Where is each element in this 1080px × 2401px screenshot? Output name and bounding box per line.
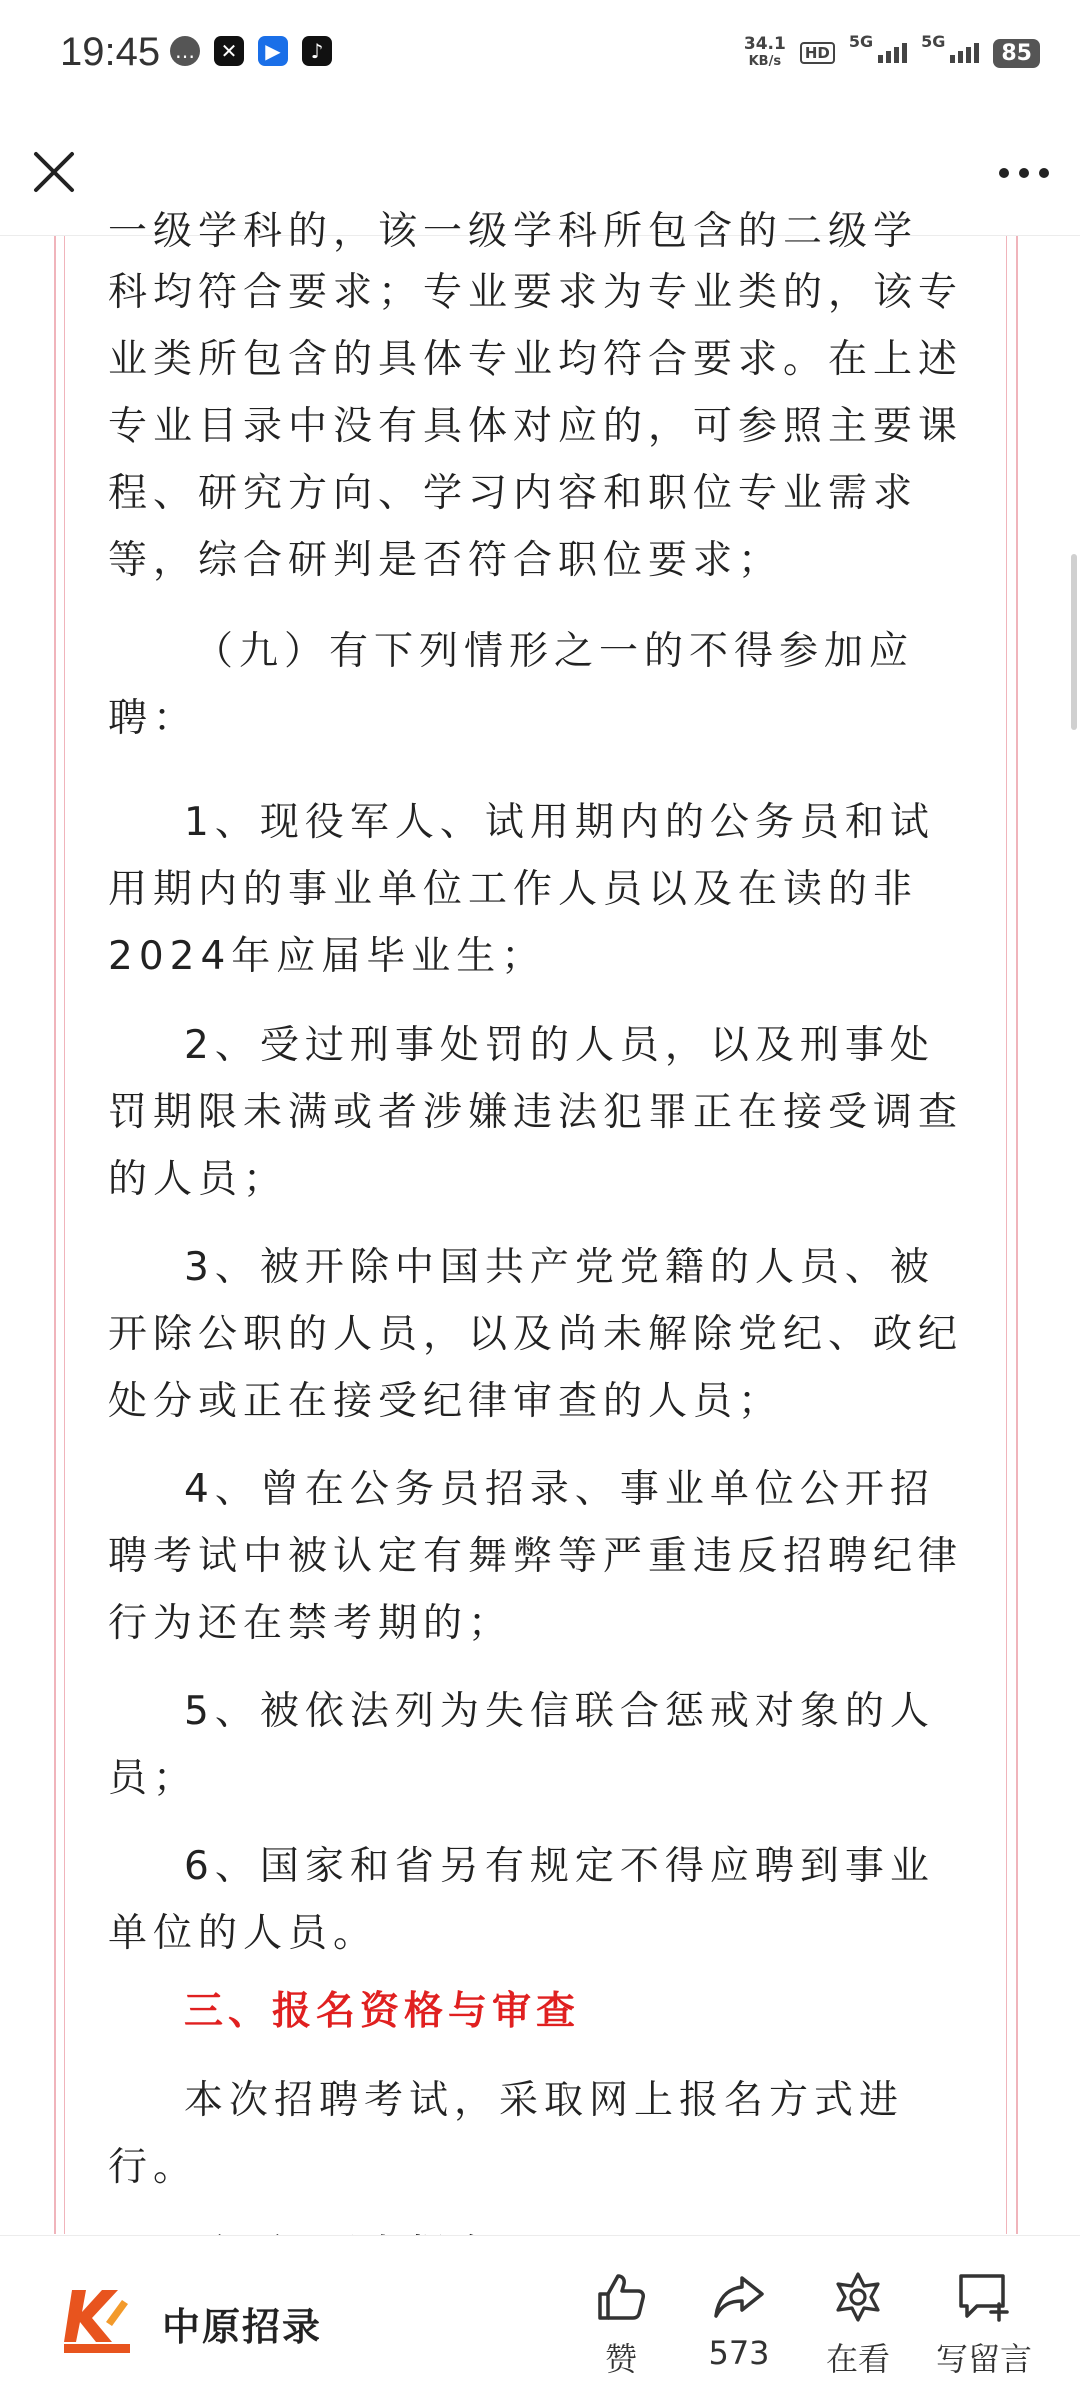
status-bar <box>0 0 1080 110</box>
frame-border <box>64 236 65 2234</box>
watching-label: 在看 <box>825 2340 890 2378</box>
more-dot-icon <box>1019 168 1029 178</box>
bottom-bar <box>0 2235 1080 2401</box>
article-content[interactable] <box>0 209 1080 2234</box>
status-time: 19:45 <box>60 30 161 74</box>
write-comment-button[interactable] <box>922 2270 1046 2380</box>
signal-icon: 5G <box>921 43 979 63</box>
watching-button[interactable] <box>803 2270 913 2380</box>
like-label: 赞 <box>604 2340 637 2378</box>
section-heading: 三、报名资格与审查 <box>184 1989 581 2034</box>
zhongyuan-logo-icon <box>62 2282 134 2354</box>
scrollbar[interactable] <box>1071 554 1077 730</box>
close-button[interactable] <box>28 146 80 198</box>
like-button[interactable] <box>566 2270 676 2380</box>
article-paragraph: 4、曾在公务员招录、事业单位公开招聘考试中被认定有舞弊等严重违反招聘纪律行为还在禁考期的； <box>108 1467 964 1646</box>
article-paragraph: 2、受过刑事处罚的人员，以及刑事处罚期限未满或者涉嫌违法犯罪正在接受调查的人员； <box>108 1023 964 1202</box>
network-speed: 34.1 KB/s <box>743 34 786 69</box>
status-indicators <box>743 32 1040 70</box>
comment-add-icon <box>955 2270 1013 2324</box>
article-paragraph: 3、被开除中国共产党党籍的人员、被开除公职的人员，以及尚未解除党纪、政纪处分或正在接受纪律审查的人员； <box>108 1245 964 1424</box>
more-options-button[interactable] <box>994 158 1054 188</box>
hd-icon: HD <box>800 42 835 64</box>
account-name[interactable]: 中原招录 <box>162 2305 323 2349</box>
message-icon: … <box>170 36 200 66</box>
article-paragraph: （九）有下列情形之一的不得参加应聘： <box>108 629 915 741</box>
article-paragraph: 本次招聘考试，采取网上报名方式进行。 <box>108 2078 905 2190</box>
thumbs-up-icon <box>594 2270 648 2324</box>
frame-border <box>1006 236 1007 2234</box>
more-dot-icon <box>999 168 1009 178</box>
close-icon <box>28 146 80 198</box>
article-paragraph: 科均符合要求；专业要求为专业类的，该专业类所包含的具体专业均符合要求。在上述专业目录中没有具体对应的，可参照主要课程、研究方向、学习内容和职位专业需求等，综合研判是否符合职位要求； <box>108 270 964 583</box>
frame-border <box>54 236 56 2234</box>
blue-app-icon: ▶ <box>258 36 288 66</box>
share-button[interactable] <box>684 2270 794 2372</box>
frame-border <box>1016 236 1018 2234</box>
tiktok-icon: ♪ <box>302 36 332 66</box>
share-count: 573 <box>708 2334 770 2372</box>
article-paragraph: 5、被依法列为失信联合惩戒对象的人员； <box>108 1689 935 1801</box>
capcut-icon: ✕ <box>214 36 244 66</box>
account-logo[interactable] <box>62 2282 134 2354</box>
share-arrow-icon <box>712 2270 766 2324</box>
signal-icon: 5G <box>849 43 907 63</box>
battery-icon: 85 <box>993 39 1040 68</box>
watching-flower-icon <box>831 2270 885 2324</box>
article-paragraph: 6、国家和省另有规定不得应聘到事业单位的人员。 <box>108 1844 935 1956</box>
article-paragraph: 1、现役军人、试用期内的公务员和试用期内的事业单位工作人员以及在读的非2024年应届毕业生； <box>108 800 935 979</box>
status-app-icons <box>170 36 332 66</box>
partial-paragraph-top: 一级学科的，该一级学科所包含的二级学 <box>108 209 919 254</box>
write-comment-label: 写留言 <box>935 2340 1032 2378</box>
more-dot-icon <box>1039 168 1049 178</box>
